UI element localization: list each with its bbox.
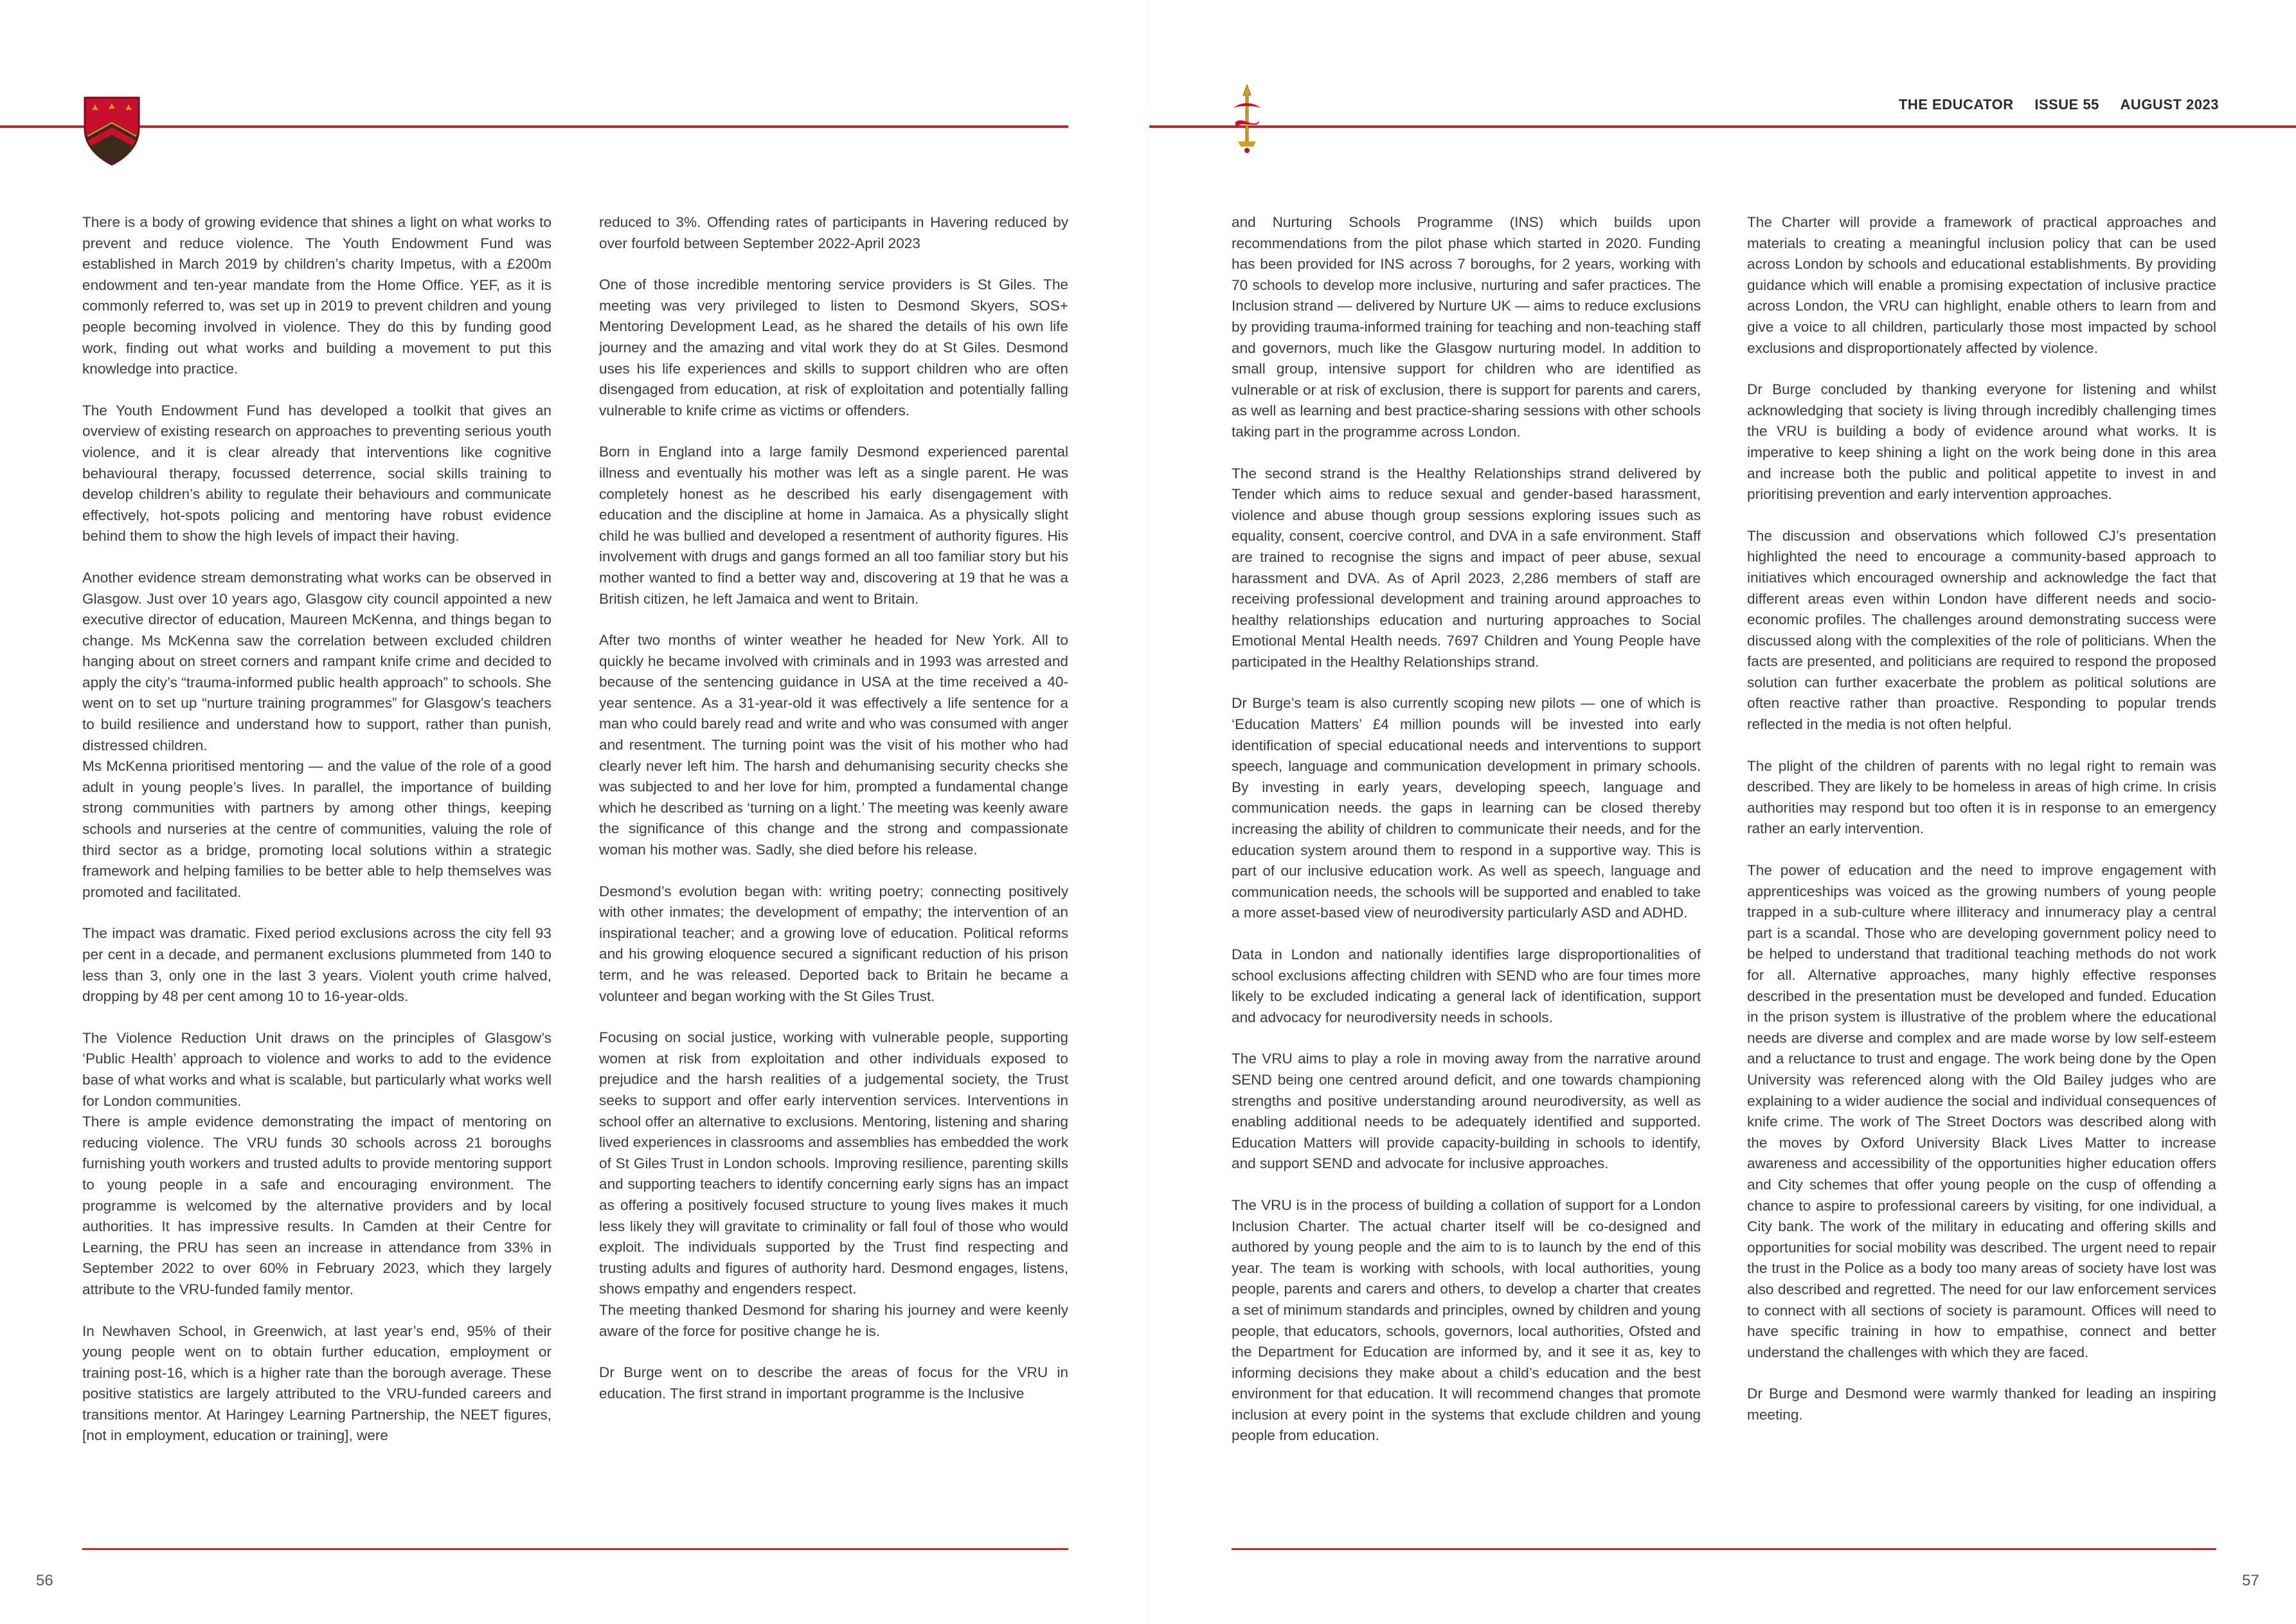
paragraph: The Charter will provide a framework of practical approaches and materials to creating a meaningful inclusion policy that can be used across London by schools and educational establishments. By providing guidance which will enable a promising expectation of inclusive practice across London, the VRU can highlight, enable others to learn from and give a voice to all children, particularly those most impacted by school exclusions and disproportionately affected by violence. [1747,214,2216,356]
paragraph: The meeting thanked Desmond for sharing his journey and were keenly aware of the force for positive change he is. [599,1301,1068,1339]
paragraph: Dr Burge concluded by thanking everyone for listening and whilst acknowledging that society is living through incredibly challenging times the VRU is building a body of evidence around what works. It is imperative to keep shining a light on the work being done in this area and increase both the public and political appetite to invest in and prioritising prevention and early intervention approaches. [1747,381,2216,503]
paragraph: The Youth Endowment Fund has developed a toolkit that gives an overview of existing research on approaches to preventing serious youth violence, and it is clear already that interventions like cognitive behavioural therapy, focussed deterrence, social skills training to develop children’s ability to regulate their behaviours and communicate effectively, hot-spots policing and mentoring have robust evidence behind them to show the high levels of impact their having. [82,402,552,545]
text-column-4 [1747,212,2216,1425]
text-column-2 [599,212,1068,1425]
masthead [1899,96,2219,113]
paragraph: Ms McKenna prioritised mentoring — and the value of the role of a good adult in young people’s lives. In parallel, the importance of building strong communities with partners by among other things, keeping schools and nurseries at the centre of communities, valuing the role of third sector as a bridge, promoting local solutions within a strategic framework and helping families to be better able to help themselves was promoted and facilitated. [82,758,552,900]
paragraph: Born in England into a large family Desmond experienced parental illness and eventually his mother was left as a single parent. He was completely honest as he described his early disengagement with education and the discipline at home in Jamaica. As a physically slight child he was bullied and developed a resentment of authority figures. His involvement with drugs and gangs formed an all too familiar story but his mother wanted to find a better way and, discovering at 19 that he was a British citizen, he left Jamaica and went to Britain. [599,444,1068,607]
paragraph: The discussion and observations which followed CJ’s presentation highlighted the need to encourage a community-based approach to initiatives which encouraged ownership and acknowledge the fact that different areas even within London have different needs and socio-economic profiles. The challenges around demonstrating success were discussed along with the complexities of the role of politicians. When the facts are presented, and politicians are required to respond the proposed solution can further exacerbate the problem as political solutions are often reactive rather than proactive. Responding to popular trends reflected in the media is not often helpful. [1747,527,2216,733]
publication-name: THE EDUCATOR [1898,96,2014,113]
paragraph: reduced to 3%. Offending rates of participants in Havering reduced by over fourfold between September 2022-April 2023 [599,214,1068,251]
paragraph: One of those incredible mentoring service providers is St Giles. The meeting was very privileged to listen to Desmond Skyers, SOS+ Mentoring Development Lead, as he shared the details of his own life journey and the amazing and vital work they do at St Giles. Desmond uses his life experiences and skills to support children who are often disengaged from education, at risk of exploitation and potentially falling vulnerable to knife crime as victims or offenders. [599,276,1068,419]
paragraph: The plight of the children of parents with no legal right to remain was described. They are likely to be homeless in areas of high crime. In crisis authorities may respond but too often it is in response to an emergency rather an early intervention. [1747,757,2216,837]
paragraph: Dr Burge went on to describe the areas of focus for the VRU in education. The first strand in important programme is the Inclusive [599,1364,1068,1402]
paragraph: Desmond’s evolution began with: writing poetry; connecting positively with other inmates; the development of empathy; the intervention of an inspirational teacher; and a growing love of education. Political reforms and his growing eloquence secured a significant reduction of his prison term, and he was released. Deported back to Britain he became a volunteer and began working with the St Giles Trust. [599,883,1068,1004]
paragraph: The second strand is the Healthy Relationships strand delivered by Tender which aims to reduce sexual and gender-based harassment, violence and abuse though group sessions exploring issues such as equality, consent, coercive control, and DVA in a safe environment. Staff are trained to recognise the signs and impact of peer abuse, sexual harassment and DVA. As of April 2023, 2,286 members of staff are receiving professional development and training around approaches to healthy relationships education and nurturing approaches to Social Emotional Mental Health needs. 7697 Children and Young People have participated in the Healthy Relationships strand. [1232,465,1701,670]
paragraph: There is a body of growing evidence that shines a light on what works to prevent and reduce violence. The Youth Endowment Fund was established in March 2019 by children’s charity Impetus, with a £200m endowment and ten-year mandate from the Home Office. YEF, as it is commonly referred to, was set up in 2019 to prevent children and young people becoming involved in violence. They do this by funding good work, finding out what works and building a movement to put this knowledge into practice. [82,214,552,377]
footer-rule-right [1232,1548,2216,1550]
text-column-3 [1232,212,1701,1447]
paragraph: After two months of winter weather he headed for New York. All to quickly he became involved with criminals and in 1993 was arrested and because of the sentencing guidance in USA at the time received a 40-year sentence. As a 31-year-old it was effectively a life sentence for a man who could barely read and write and who was consumed with anger and resentment. The turning point was the visit of his mother who had clearly never left him. The harsh and dehumanising security checks she was subjected to and her love for him, prompted a fundamental change which he described as ‘turning on a light.’ The meeting was keenly aware the significance of this change and the strong and compassionate woman his mother was. Sadly, she died before his release. [599,632,1068,858]
paragraph: The power of education and the need to improve engagement with apprenticeships was voiced as the growing numbers of young people trapped in a sub-culture where illiteracy and innumeracy play a central part is a scandal. Those who are developing government policy need to be helped to understand that traditional teaching methods do not work for all. Alternative approaches, many highly effective responses described in the presentation must be developed and funded. Education in the prison system is illustrative of the problem where the educational needs are diverse and complex and are made worse by low self-esteem and a reluctance to trust and engage. The work being done by the Open University was referenced along with the Old Bailey judges who are explaining to a wider audience the social and individual consequences of knife crime. The work of The Street Doctors was described along with the moves by Oxford University Black Lives Matter to increase awareness and accessibility of the opportunities higher education offers and City schemes that offer young people on the cusp of offending a chance to aspire to professional careers by visiting, for one individual, a City bank. The work of the military in educating and offering skills and opportunities for social mobility was described. The urgent need to repair the trust in the Police as a body too many areas of society have lost was also described and regretted. The need for our law enforcement services to connect with all sections of society is paramount. Offices will need to have specific training in how to empathise, connect and better understand the challenges with which they are faced. [1747,862,2216,1360]
paragraph: In Newhaven School, in Greenwich, at last year’s end, 95% of their young people went on to obtain further education, employment or training post-16, which is a higher rate than the borough average. These positive statistics are largely attributed to the VRU-funded careers and transitions mentor. At Haringey Learning Partnership, the NEET figures, [not in employment, education or training], were [82,1322,552,1444]
paragraph: Focusing on social justice, working with vulnerable people, supporting women at risk from exploitation and other individuals exposed to prejudice and the harsh realities of a judgemental society, the Trust seeks to support and offer early intervention services. Interventions in school offer an alternative to exclusions. Mentoring, listening and sharing lived experiences in classrooms and assemblies has embedded the work of St Giles Trust in London schools. Improving resilience, parenting skills and supporting teachers to identify concerning early signs has an impact as offering a positively focused structure to young lives makes it much less likely they will gravitate to criminality or fall foul of those who would exploit. The individuals supported by the Trust find respecting and trusting adults and figures of authority hard. Desmond engages, listens, shows empathy and engenders respect. [599,1029,1068,1297]
paragraph: and Nurturing Schools Programme (INS) which builds upon recommendations from the pilot phase which started in 2020. Funding has been provided for INS across 7 boroughs, for 2 years, working with 70 schools to develop more inclusive, nurturing and safer practices. The Inclusion strand — delivered by Nurture UK — aims to reduce exclusions by providing trauma-informed training for teaching and non-teaching staff and governors, much like the Glasgow nurturing model. In addition to small group, intensive support for children who are identified as vulnerable or at risk of exclusion, there is support for parents and carers, as well as learning and best practice-sharing sessions with other schools taking part in the programme across London. [1232,214,1701,440]
issue-date: AUGUST 2023 [2120,96,2219,113]
header-rule-left [0,125,1068,128]
header-rule-right [1149,125,2296,128]
page-gutter [1147,0,1149,1624]
school-shield-crest-icon [82,95,141,167]
page-number-right: 57 [2242,1572,2259,1589]
paragraph: Dr Burge’s team is also currently scoping new pilots — one of which is ‘Education Matters’ £4 million pounds will be invested into early identification of special educational needs and interventions to support speech, language and communication development in primary schools. By investing in early years, developing speech, language and communication needs. the gaps in learning can be closed thereby increasing the ability of children to communicate their needs, and for the education system around them to respond in a supportive way. This is part of our inclusive education work. As well as speech, language and communication needs, the schools will be supported and enabled to take a more asset-based view of neurodiversity particularly ASD and ADHD. [1232,695,1701,921]
paragraph: The VRU is in the process of building a collation of support for a London Inclusion Charter. The actual charter itself will be co-designed and authored by young people and the aim to is to launch by the end of this year. The team is working with schools, with local authorities, young people, parents and carers and others, to develop a charter that creates a set of minimum standards and principles, owned by children and young people, that educators, schools, governors, local authorities, Ofsted and the Department for Education are informed by, and it see it as, key to informing decisions they make about a child’s education and the best environment for that education. It will recommend changes that promote inclusion at every point in the systems that exclude children and young people from education. [1232,1196,1701,1444]
paragraph: The Violence Reduction Unit draws on the principles of Glasgow’s ‘Public Health’ approach to violence and works to add to the evidence base of what works and what is scalable, but particularly what works well for London communities. [82,1029,552,1109]
paragraph: The impact was dramatic. Fixed period exclusions across the city fell 93 per cent in a decade, and permanent exclusions plummeted from 140 to less than 3, only one in the last 3 years. Violent youth crime halved, dropping by 48 per cent among 10 to 16-year-olds. [82,925,552,1005]
paragraph: Dr Burge and Desmond were warmly thanked for leading an inspiring meeting. [1747,1385,2216,1423]
issue-number: ISSUE 55 [2034,96,2099,113]
paragraph: Another evidence stream demonstrating what works can be observed in Glasgow. Just over 10 years ago, Glasgow city council appointed a new executive director of education, Maureen McKenna, and things began to change. Ms McKenna saw the correlation between excluded children hanging about on street corners and rampant knife crime and decided to apply the city’s “trauma-informed public health approach” to schools. She went on to set up “nurture training programmes” for Glasgow’s teachers to build resilience and understand how to support, rather than punish, distressed children. [82,569,552,753]
footer-rule-left [82,1548,1068,1550]
paragraph: There is ample evidence demonstrating the impact of mentoring on reducing violence. The VRU funds 30 schools across 21 boroughs furnishing youth workers and trusted adults to provide mentoring support to young people in a safe and encouraging environment. The programme is welcomed by the alternative providers and by local authorities. It has impressive results. In Camden at their Centre for Learning, the PRU has seen an increase in attendance from 33% in September 2022 to over 60% in February 2023, which they largely attribute to the VRU-funded family mentor. [82,1114,552,1297]
paragraph: The VRU aims to play a role in moving away from the narrative around SEND being one centred around deficit, and one towards championing strengths and positive understanding around neurodiversity, as well as enabling additional needs to be adequately identified and supported. Education Matters will provide capacity-building in schools to identify, and support SEND and advocate for inclusive approaches. [1232,1051,1701,1172]
page-number-left: 56 [36,1572,53,1589]
gold-insignia-crest-icon [1229,82,1265,154]
paragraph: Data in London and nationally identifies large disproportionalities of school exclusions affecting children with SEND who are four times more likely to be excluded indicating a general lack of identification, support and advocacy for neurodiversity needs in schools. [1232,946,1701,1025]
text-column-1 [82,212,552,1467]
